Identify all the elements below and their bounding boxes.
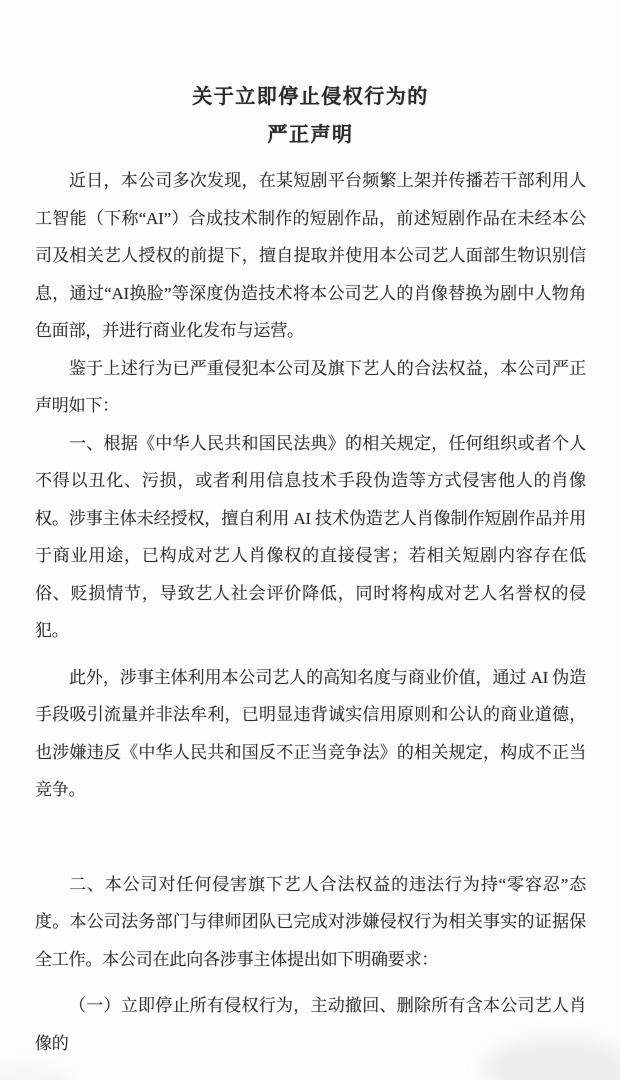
statement-paragraph-intro: 近日，本公司多次发现，在某短剧平台频繁上架并传播若干部利用人工智能（下称“AI”）合成技术制作的短剧作品，前述短剧作品在未经本公司及相关艺人授权的前提下，擅自提取并使用本公司艺人面部生物识别信息，通过“AI换脸”等深度伪造技术将本公司艺人的肖像替换为剧中人物角色面部，并进行商业化发布与运营。 bbox=[35, 171, 586, 340]
statement-body bbox=[35, 162, 586, 1062]
statement-paragraph-demand-1: （一）立即停止所有侵权行为，主动撤回、删除所有含本公司艺人肖像的 bbox=[35, 996, 586, 1053]
scan-artifact-bottom-left bbox=[0, 1064, 72, 1080]
statement-paragraph-point-2: 二、本公司对任何侵害旗下艺人合法权益的违法行为持“零容忍”态度。本公司法务部门与律师团队已完成对涉嫌侵权行为相关事实的证据保全工作。本公司在此向各涉事主体提出如下明确要求： bbox=[35, 874, 586, 969]
statement-paragraph-preamble: 鉴于上述行为已严重侵犯本公司及旗下艺人的合法权益，本公司严正声明如下： bbox=[35, 358, 586, 415]
statement-title bbox=[35, 78, 586, 154]
statement-title-line1: 关于立即停止侵权行为的 bbox=[192, 86, 429, 108]
statement-paragraph-point-1-addendum: 此外，涉事主体利用本公司艺人的高知名度与商业价值，通过 AI 伪造手段吸引流量并非法牟利，已明显违背诚实信用原则和公认的商业道德，也涉嫌违反《中华人民共和国反不正当竞争法》的相关规定，构成不正当竞争。 bbox=[35, 667, 586, 799]
statement-paragraph-point-1: 一、根据《中华人民共和国民法典》的相关规定，任何组织或者个人不得以丑化、污损，或者利用信息技术手段伪造等方式侵害他人的肖像权。涉事主体未经授权，擅自利用 AI 技术伪造艺人肖像制作短剧作品并用于商业用途，已构成对艺人肖像权的直接侵害；若相关短剧内容存在低俗、贬损情节，导致艺人社会评价降低，同时将构成对艺人名誉权的侵犯。 bbox=[35, 433, 586, 640]
statement-title-line2: 严正声明 bbox=[267, 124, 354, 146]
